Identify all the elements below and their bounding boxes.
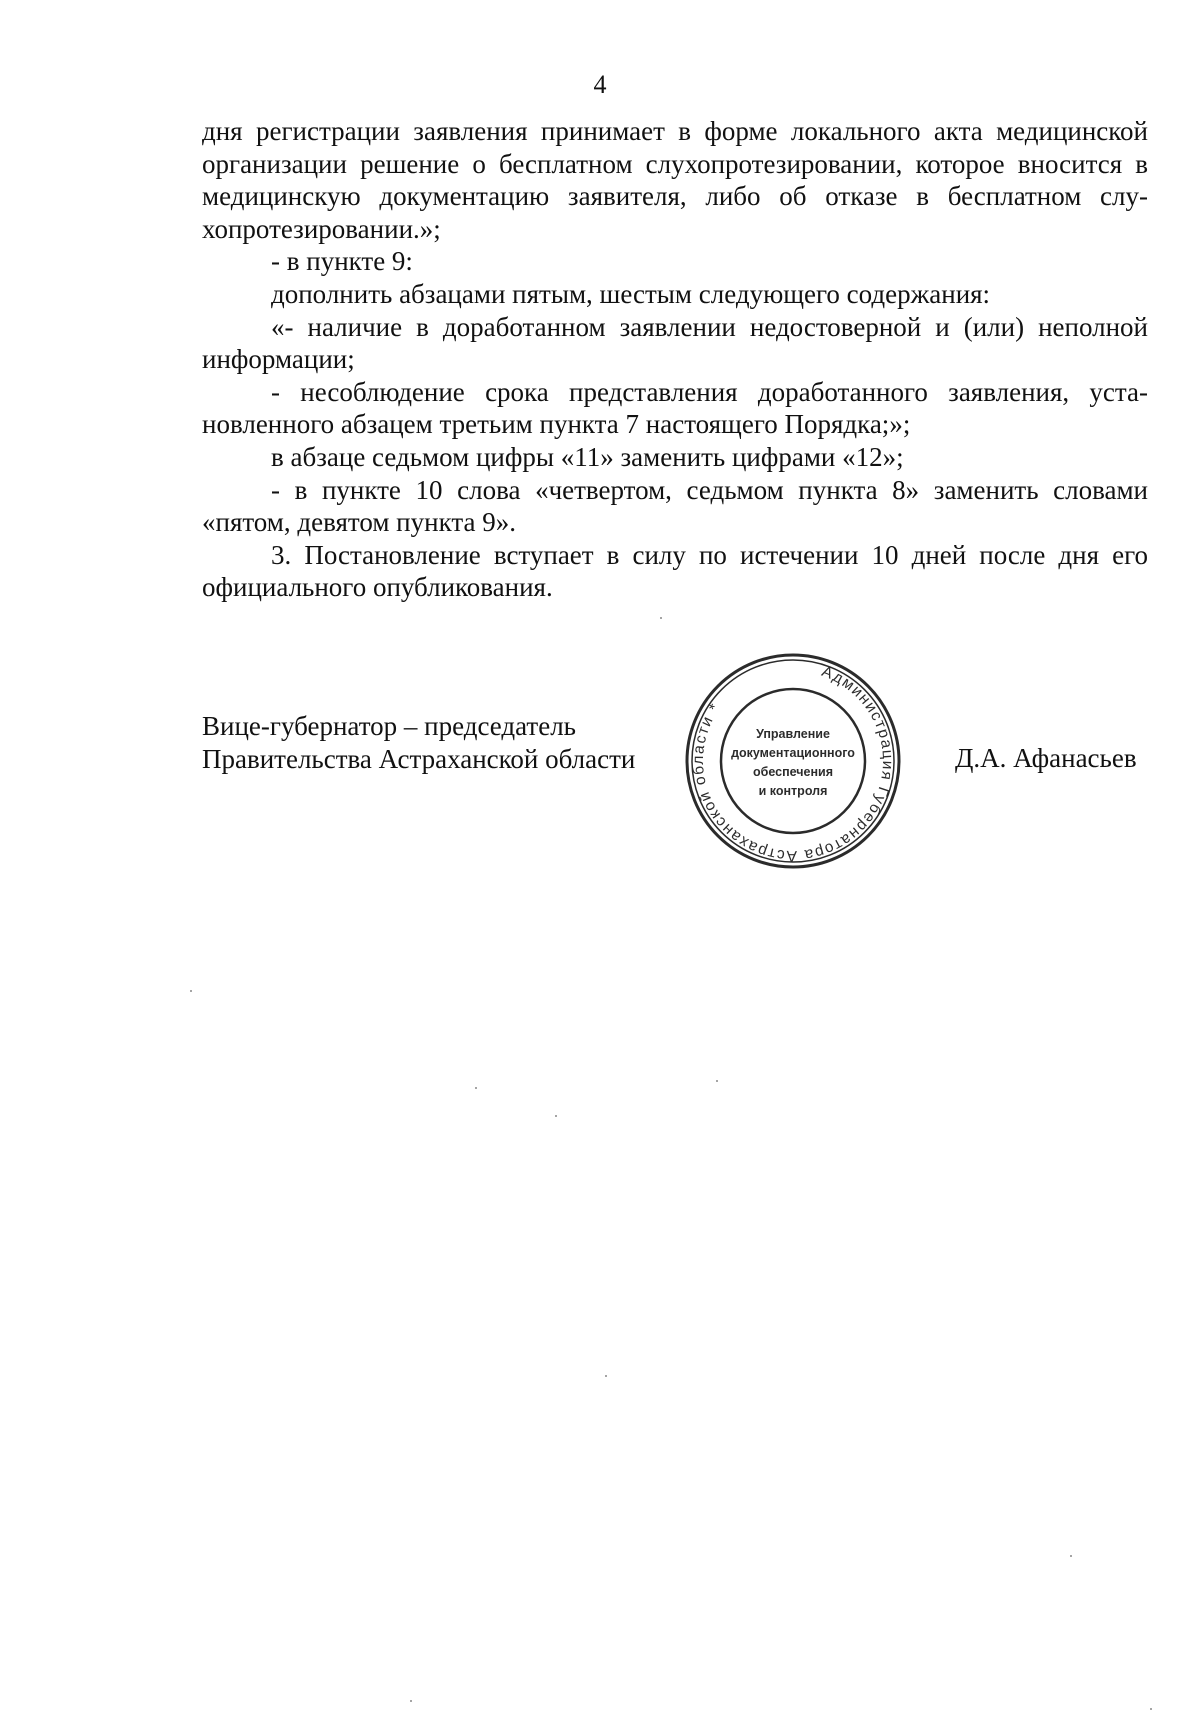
paragraph [202,539,1148,604]
scan-speck [716,1080,718,1082]
text-line: информации; [202,344,355,375]
scan-speck [1070,1555,1072,1557]
text-line: новленного абзацем третьим пункта 7 настоящего Порядка;»; [202,409,911,440]
signer-position [202,710,635,776]
official-stamp [682,650,904,872]
text-line: дня регистрации заявления принимает в форме локального акта медицинской [202,116,1148,146]
scan-speck [1150,1708,1152,1710]
text-line: официального опубликования. [202,572,553,603]
scan-speck [475,1087,477,1089]
signer-title-line: Вице-губернатор – председатель [202,711,576,741]
stamp-inner-ring [721,689,865,833]
scan-speck [410,1700,412,1702]
stamp-center-line: документационного [731,746,855,760]
stamp-ring-text: Администрация Губернатора Астраханской области * [689,663,897,865]
text-line: 3. Постановление вступает в силу по истечении 10 дней после дня его [271,539,1148,570]
paragraph [202,474,1148,539]
text-line: в медицинскую документацию заявителя, либо об отказе в бесплатном слу- [202,148,1149,212]
document-body [202,115,1148,604]
text-line: - в пункте 9: [271,246,413,277]
paragraph [202,311,1148,376]
scan-speck [660,617,662,619]
scan-speck [190,990,192,992]
paragraph [202,441,1148,474]
page-number: 4 [593,70,607,99]
text-line: - несоблюдение срока представления доработанного заявления, уста- [271,376,1148,407]
text-line: «пятом, девятом пункта 9». [202,507,516,538]
signer-title-line: Правительства Астраханской области [202,744,636,774]
text-line: «- наличие в доработанном заявлении недостоверной и (или) неполной [271,311,1148,342]
stamp-outer-ring [687,655,899,867]
paragraph [202,115,1148,245]
text-line: организации решение о бесплатном слухопротезировании, которое вносится [202,148,1123,179]
paragraph [202,278,1148,311]
scan-speck [555,1115,557,1117]
paragraph [202,245,1148,278]
stamp-center-line: и контроля [758,784,828,798]
stamp-center-line: Управление [756,727,830,741]
text-line: дополнить абзацами пятым, шестым следующего содержания: [271,278,991,309]
paragraph [202,376,1148,441]
text-line: в абзаце седьмом цифры «11» заменить цифрами «12»; [271,441,904,472]
stamp-center-line: обеспечения [752,765,834,779]
scan-speck [605,1375,607,1377]
text-line: хопротезировании.»; [202,213,441,244]
signer-name: Д.А. Афанасьев [955,743,1137,773]
text-line: - в пункте 10 слова «четвертом, седьмом пункта 8» заменить словами [271,474,1148,505]
